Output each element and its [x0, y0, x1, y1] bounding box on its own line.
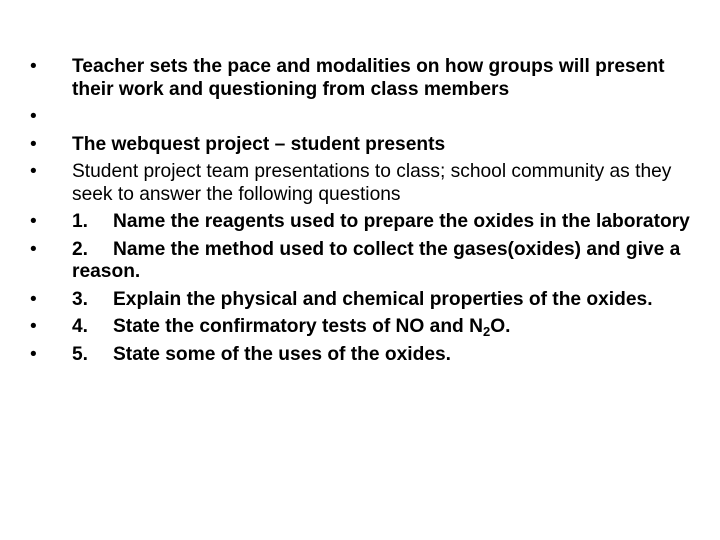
- question-text: State some of the uses of the oxides.: [113, 343, 451, 365]
- list-item: [30, 211, 696, 234]
- list-item-text: Teacher sets the pace and modalities on how groups will present their work and questioning from class members: [72, 56, 665, 100]
- question-text-end: O.: [490, 316, 511, 337]
- question-text: State the confirmatory tests of NO and N: [113, 316, 483, 337]
- subscript: 2: [482, 324, 491, 339]
- bullet-icon: •: [30, 133, 37, 155]
- list-item: [30, 106, 696, 129]
- question-number: 4.: [72, 316, 89, 337]
- question-number: 3.: [72, 288, 89, 310]
- list-item-text: The webquest project – student presents: [72, 133, 446, 155]
- bullet-icon: •: [30, 56, 37, 77]
- list-item: [30, 289, 696, 312]
- list-item: [30, 134, 696, 157]
- bullet-list: [30, 56, 696, 371]
- bullet-icon: •: [30, 288, 37, 310]
- list-item: [30, 344, 696, 367]
- question-text: Name the method used to collect the gases(oxides) and give a reason.: [72, 238, 681, 282]
- list-item: [30, 56, 696, 101]
- bullet-icon: •: [30, 343, 37, 365]
- bullet-icon: •: [30, 106, 37, 127]
- list-item: [30, 239, 696, 284]
- question-number: 5.: [72, 343, 89, 365]
- question-number: 2.: [72, 238, 89, 260]
- question-text: Explain the physical and chemical properties of the oxides.: [113, 288, 653, 310]
- bullet-icon: •: [30, 161, 37, 182]
- question-text: Name the reagents used to prepare the oxides in the laboratory: [113, 211, 690, 232]
- list-item: [30, 316, 696, 339]
- list-item-text: Student project team presentations to class; school community as they seek to answer the following questions: [72, 161, 672, 205]
- list-item: [30, 161, 696, 206]
- bullet-icon: •: [30, 238, 37, 260]
- bullet-icon: •: [30, 211, 37, 232]
- bullet-icon: •: [30, 316, 37, 337]
- question-number: 1.: [72, 211, 89, 232]
